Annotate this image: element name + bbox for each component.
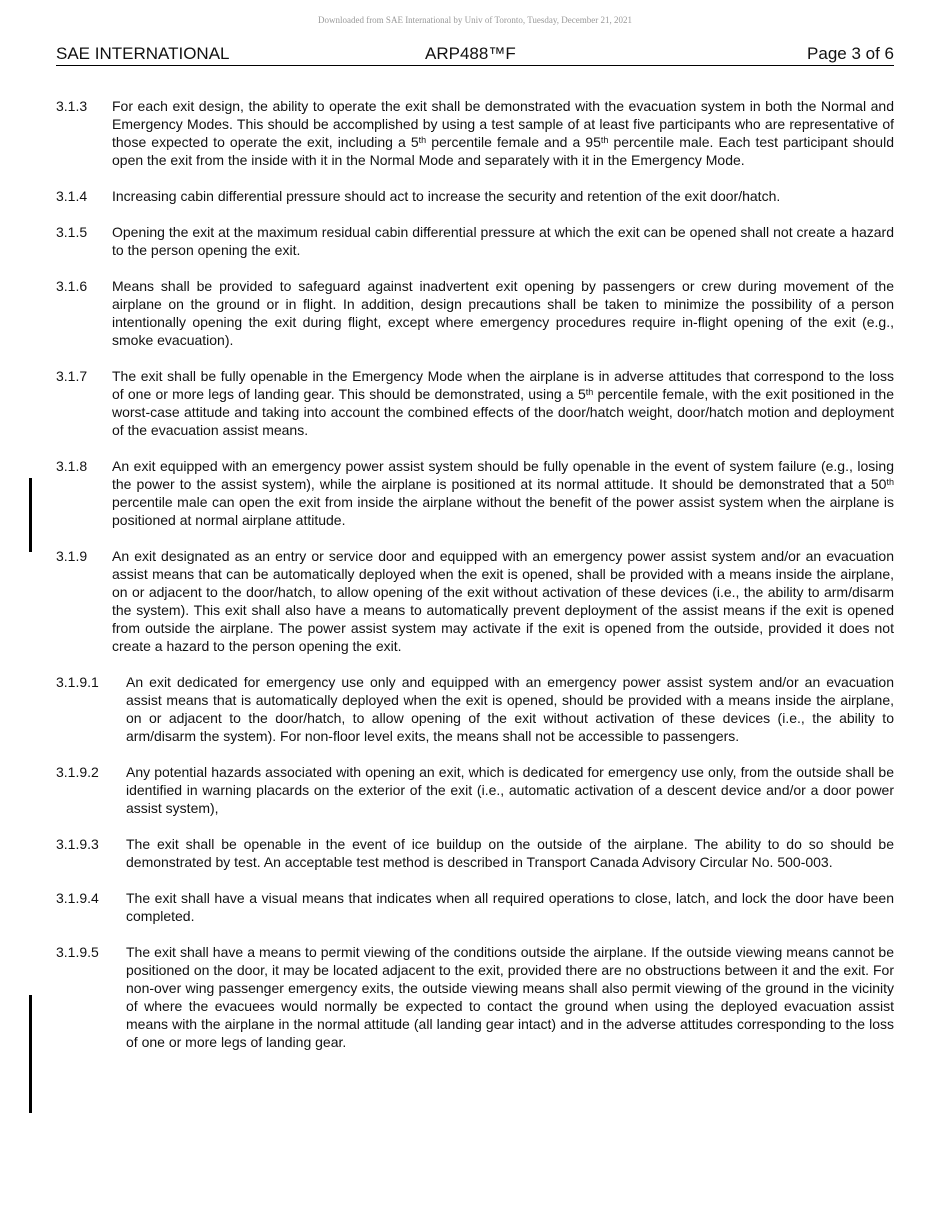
text-run: The exit shall be openable in the event of ice buildup on the outside of the airplane. The ability to do so should be demonstrated by test. An acceptable test method is described in Transport Canada Advisory Circular No. 500-003. <box>126 836 894 870</box>
paragraph-number: 3.1.9.1 <box>56 674 99 690</box>
paragraph-text <box>112 547 894 655</box>
paragraph-number: 3.1.9.5 <box>56 944 99 960</box>
paragraph-text <box>112 457 894 529</box>
text-run: percentile male. Each test participant should open the exit from the inside with it in the Normal Mode and separately with it in the Emergency Mode. <box>112 134 894 168</box>
text-run: Increasing cabin differential pressure should act to increase the security and retention of the exit door/hatch. <box>112 188 781 204</box>
header-organization: SAE INTERNATIONAL <box>56 44 230 63</box>
change-bar <box>29 995 32 1113</box>
text-run: An exit equipped with an emergency power assist system should be fully openable in the event of system failure (e.g., losing the power to the assist system), while the airplane is positioned at its normal attitude. It should be demonstrated that a 50 <box>112 458 894 492</box>
paragraph-number: 3.1.9 <box>56 548 88 564</box>
text-run: For each exit design, the ability to operate the exit shall be demonstrated with the evacuation system in both the Normal and Emergency Modes. This should be accomplished by using a test sample of at least five participants who are representative of those expected to operate the exit, including a 5 <box>112 98 894 150</box>
paragraph-number: 3.1.8 <box>56 458 88 474</box>
paragraph <box>56 763 894 817</box>
paragraph-text <box>112 367 894 439</box>
paragraph-text <box>126 943 894 1051</box>
text-run: The exit shall have a means to permit viewing of the conditions outside the airplane. If the outside viewing means cannot be positioned on the door, it may be located adjacent to the exit, provided there are no obstructions between it and the exit. For non-over wing passenger emergency exits, the outside viewing means shall also permit viewing of the ground in the vicinity of where the evacuees would normally be expected to contact the ground when using the deployed evacuation assist means with the airplane in the normal attitude (all landing gear intact) and in the adverse attitudes corresponding to the loss of one or more legs of landing gear. <box>126 944 894 1050</box>
paragraph-text <box>126 835 894 871</box>
header-page-number: Page 3 of 6 <box>807 44 894 63</box>
text-run: The exit shall be fully openable in the Emergency Mode when the airplane is in adverse attitudes that correspond to the loss of one or more legs of landing gear. This should be demonstrated, using a 5 <box>112 368 894 402</box>
change-bar <box>29 478 32 552</box>
paragraph-text <box>126 673 894 745</box>
document-body <box>56 97 894 1069</box>
text-run: Opening the exit at the maximum residual cabin differential pressure at which the exit can be opened shall not create a hazard to the person opening the exit. <box>112 224 894 258</box>
paragraph-number: 3.1.4 <box>56 188 88 204</box>
text-run: Means shall be provided to safeguard against inadvertent exit opening by passengers or crew during movement of the airplane on the ground or in flight. In addition, design precautions shall be taken to minimize the possibility of a person intentionally opening the exit during flight, except where emergency procedures require in-flight opening of the exit (e.g., smoke evacuation). <box>112 278 894 348</box>
paragraph <box>56 673 894 745</box>
ordinal-superscript: th <box>600 134 609 145</box>
text-run: An exit designated as an entry or service door and equipped with an emergency power assist system and/or an evacuation assist means that can be automatically deployed when the exit is opened, shall be provided with a means inside the airplane, on or adjacent to the door/hatch, to allow opening of the exit without activation of these devices (i.e., the ability to arm/disarm the system). This exit shall also have a means to automatically prevent deployment of the assist means if the exit is opened from outside the airplane. The power assist system may activate if the exit is opened from the outside, provided it does not create a hazard to the person opening the exit. <box>112 548 894 654</box>
page-header <box>56 44 894 66</box>
header-document-number: ARP488™F <box>425 44 516 63</box>
paragraph-number: 3.1.3 <box>56 98 88 114</box>
paragraph-text <box>112 187 894 205</box>
paragraph <box>56 277 894 349</box>
text-run: The exit shall have a visual means that indicates when all required operations to close, latch, and lock the door have been completed. <box>126 890 894 924</box>
ordinal-superscript: th <box>886 476 894 487</box>
paragraph-text <box>112 223 894 259</box>
text-run: Any potential hazards associated with opening an exit, which is dedicated for emergency use only, from the outside shall be identified in warning placards on the exterior of the exit (i.e., automatic activation of a descent device and/or a door power assist system), <box>126 764 894 816</box>
paragraph-text <box>112 277 894 349</box>
paragraph-number: 3.1.6 <box>56 278 88 294</box>
text-run: percentile female and a 95 <box>426 134 601 150</box>
ordinal-superscript: th <box>585 386 594 397</box>
paragraph <box>56 187 894 205</box>
text-run: An exit dedicated for emergency use only and equipped with an emergency power assist system and/or an evacuation assist means that is automatically deployed when the exit is opened, should be provided with a means inside the airplane, on or adjacent to the door/hatch, to allow opening of the exit without activation of these devices (i.e., the ability to arm/disarm the system). For non-floor level exits, the means shall not be accessible to passengers. <box>126 674 894 744</box>
paragraph-number: 3.1.9.2 <box>56 764 99 780</box>
paragraph <box>56 457 894 529</box>
paragraph-text <box>112 97 894 169</box>
text-run: percentile male can open the exit from inside the airplane without the benefit of the power assist system when the airplane is positioned at normal airplane attitude. <box>112 494 894 528</box>
paragraph-text <box>126 763 894 817</box>
paragraph <box>56 547 894 655</box>
paragraph-number: 3.1.5 <box>56 224 88 240</box>
download-note: Downloaded from SAE International by Univ of Toronto, Tuesday, December 21, 2021 <box>317 15 633 25</box>
paragraph <box>56 835 894 871</box>
paragraph-number: 3.1.7 <box>56 368 88 384</box>
paragraph <box>56 223 894 259</box>
paragraph <box>56 943 894 1051</box>
paragraph-number: 3.1.9.4 <box>56 890 99 906</box>
paragraph-number: 3.1.9.3 <box>56 836 99 852</box>
text-run: percentile female, with the exit positioned in the worst-case attitude and taking into account the combined effects of the door/hatch weight, door/hatch motion and deployment of the evacuation assist means. <box>112 386 894 438</box>
paragraph <box>56 97 894 169</box>
paragraph-text <box>126 889 894 925</box>
ordinal-superscript: th <box>418 134 427 145</box>
paragraph <box>56 367 894 439</box>
paragraph <box>56 889 894 925</box>
